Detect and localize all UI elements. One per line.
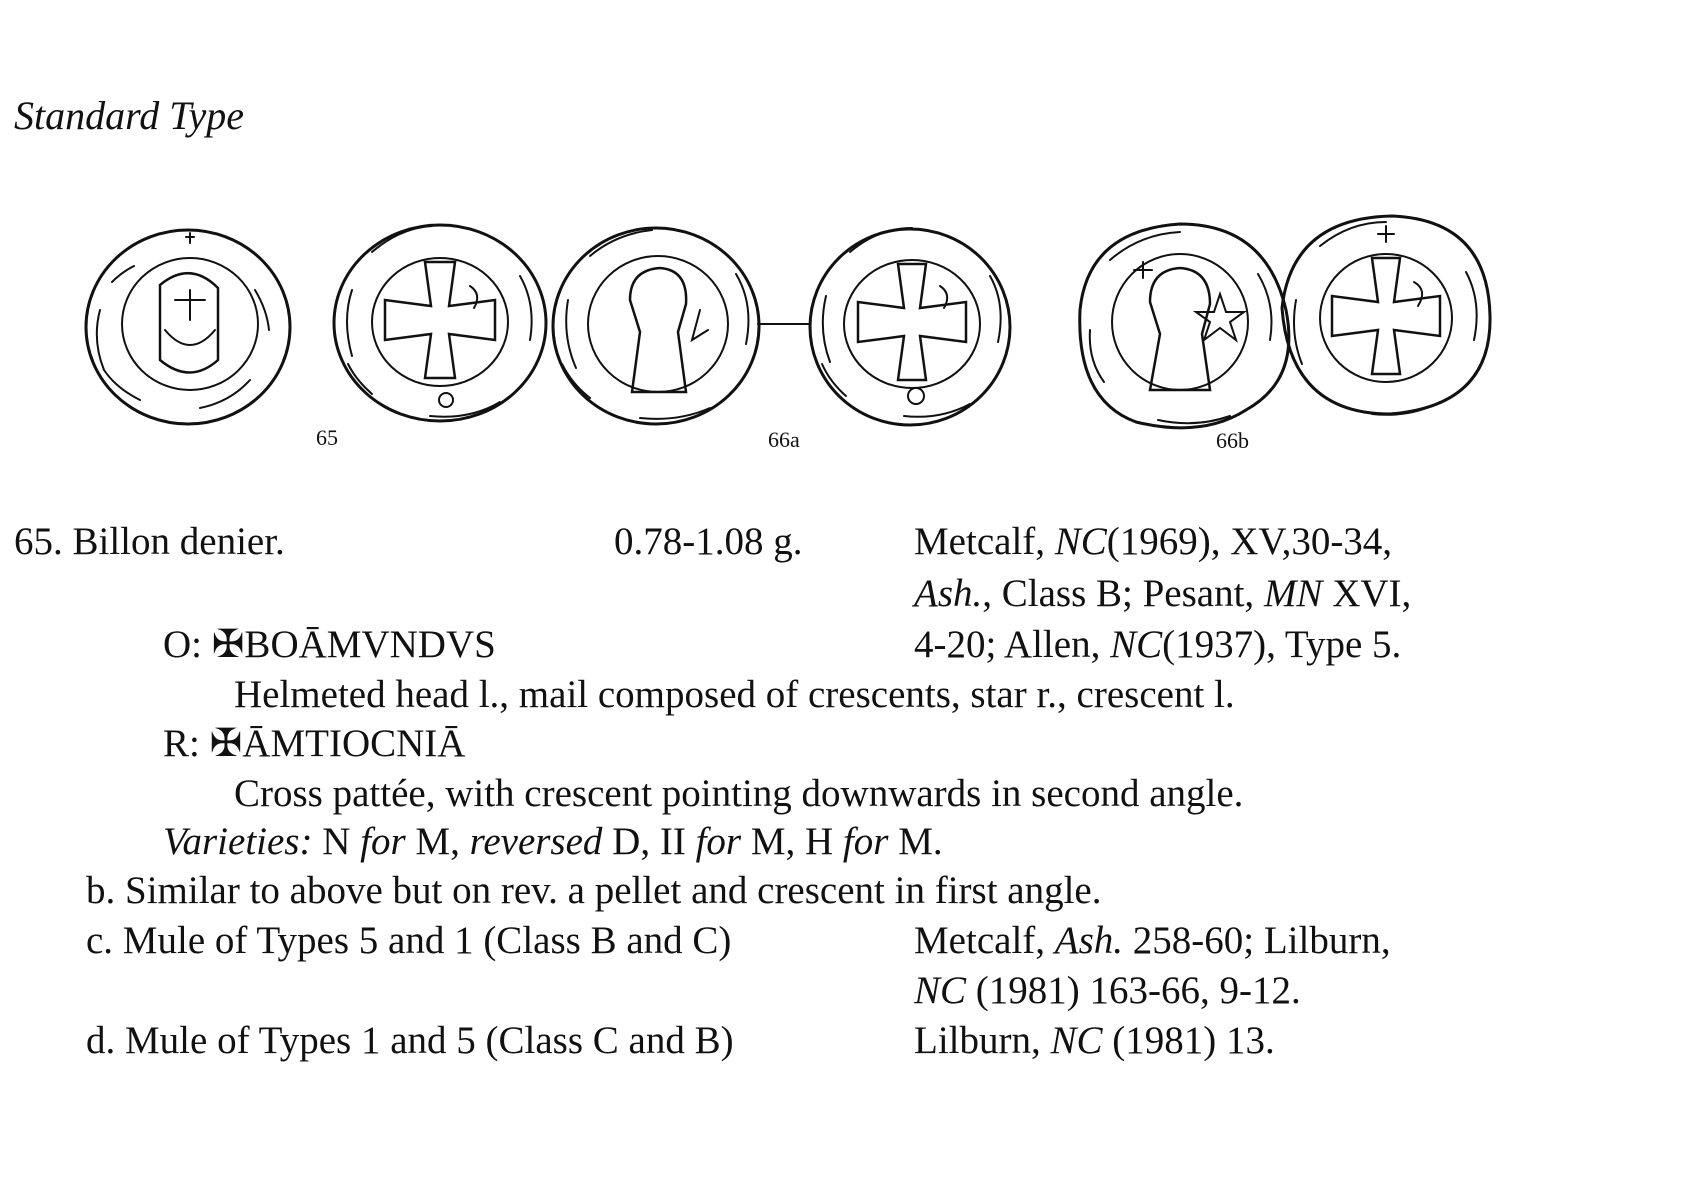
coin-66b-reverse <box>1282 216 1490 415</box>
reverse-legend: R: ✠ĀMTIOCNIĀ <box>163 722 466 765</box>
entry-weight: 0.78-1.08 g. <box>614 520 803 563</box>
variety-d: d. Mule of Types 1 and 5 (Class C and B) <box>86 1019 734 1062</box>
obverse-description: Helmeted head l., mail composed of crescents, star r., crescent l. <box>234 673 1235 716</box>
variety-b: b. Similar to above but on rev. a pellet and crescent in first angle. <box>86 869 1102 912</box>
reference-line-3: 4-20; Allen, NC(1937), Type 5. <box>914 623 1402 666</box>
reference-line-1: Metcalf, NC(1969), XV,30-34, <box>914 520 1393 563</box>
reference-line-2: Ash., Class B; Pesant, MN XVI, <box>914 572 1412 615</box>
figure-label-66b: 66b <box>1216 428 1249 453</box>
figure-label-65: 65 <box>316 425 338 450</box>
coin-66b-obverse <box>1080 224 1289 428</box>
reverse-description: Cross pattée, with crescent pointing downwards in second angle. <box>234 772 1244 815</box>
variety-c-reference-1: Metcalf, Ash. 258-60; Lilburn, <box>914 919 1391 962</box>
figure-label-66a: 66a <box>768 427 800 452</box>
obverse-legend: O: ✠BOĀMVNDVS <box>163 623 496 666</box>
variety-d-reference: Lilburn, NC (1981) 13. <box>914 1019 1275 1062</box>
section-title: Standard Type <box>14 93 244 138</box>
coin-66a-obverse <box>553 228 759 424</box>
coin-illustrations <box>0 190 1702 490</box>
varieties-line: Varieties: N for M, reversed D, II for M, H for M. <box>163 820 943 863</box>
coin-66a-reverse <box>810 228 1010 425</box>
entry-heading: 65. Billon denier. <box>14 520 285 563</box>
coin-65-obverse <box>86 230 290 424</box>
variety-c-reference-2: NC (1981) 163-66, 9-12. <box>914 969 1301 1012</box>
coin-65-reverse <box>334 225 546 421</box>
variety-c: c. Mule of Types 5 and 1 (Class B and C) <box>86 919 732 962</box>
